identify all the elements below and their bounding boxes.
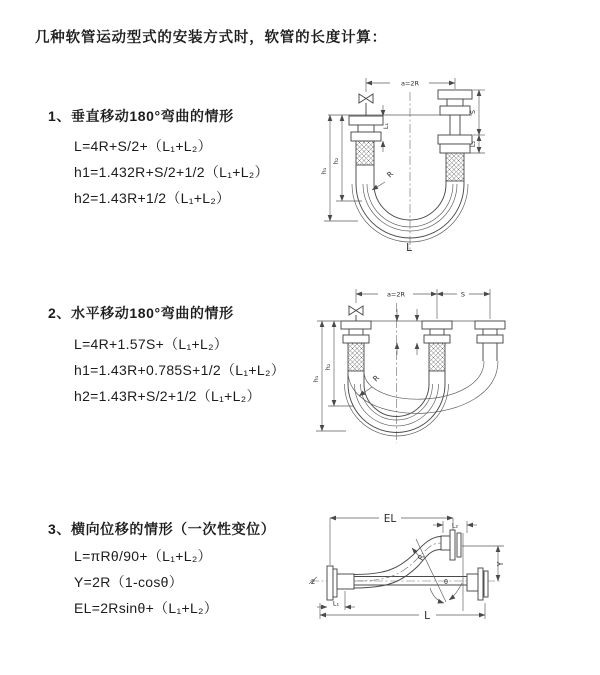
h-inner-label: h₂ xyxy=(324,363,332,371)
upper-flange xyxy=(441,530,461,560)
valve-icon xyxy=(349,306,363,321)
hose-u-position2 xyxy=(348,361,498,413)
section-2-formula-3: h2=1.43R+S/2+1/2（L₁+L₂） xyxy=(74,388,261,404)
fitting-left-label: L₁ xyxy=(332,599,340,608)
radius-callout xyxy=(372,169,395,190)
page-title: 几种软管运动型式的安装方式时，软管的长度计算： xyxy=(35,30,387,46)
fitting-length-marks xyxy=(397,309,417,355)
middle-fitting xyxy=(422,321,452,371)
dim-span-label: a=2R xyxy=(386,290,406,299)
angle-label: θ xyxy=(444,578,448,586)
left-fitting xyxy=(349,116,383,165)
section-2-formula-1: L=4R+1.57S+（L₁+L₂） xyxy=(74,336,229,352)
length-label: L xyxy=(406,242,412,254)
lower-flange xyxy=(467,568,488,600)
h-outer-label: h₁ xyxy=(312,375,320,383)
section-1-formula-3: h2=1.43R+1/2（L₁+L₂） xyxy=(74,190,231,206)
h-outer-label: h₁ xyxy=(320,167,328,175)
radius-label: R xyxy=(415,552,427,562)
axis-marker xyxy=(309,577,317,586)
fitting-top-label: L₂ xyxy=(451,521,459,530)
axis-marker-label: z xyxy=(311,577,315,586)
radius-label: R xyxy=(371,373,382,384)
fitting-right-label: L₂ xyxy=(469,140,477,148)
diagram-vertical-bend xyxy=(310,66,590,258)
valve-icon xyxy=(359,94,373,116)
section-3-formula-3: EL=2Rsinθ+（L₁+L₂） xyxy=(74,600,219,616)
extended-length-label: EL xyxy=(383,513,397,525)
section-1-heading: 1、垂直移动180°弯曲的情形 xyxy=(48,108,234,124)
section-1-formula-1: L=4R+S/2+（L₁+L₂） xyxy=(74,138,212,154)
left-fitting xyxy=(341,321,371,371)
dim-travel-label: S xyxy=(460,290,466,299)
diagram-lateral-displacement xyxy=(300,503,600,645)
radius-label: R xyxy=(385,169,396,180)
dim-h-outer xyxy=(320,115,358,221)
section-1-formula-2: h1=1.432R+S/2+1/2（L₁+L₂） xyxy=(74,164,269,180)
dim-extended-length xyxy=(330,513,453,565)
diagram-horizontal-bend xyxy=(312,281,600,449)
section-3-formula-2: Y=2R（1-cosθ） xyxy=(74,574,184,590)
dim-span xyxy=(356,289,490,319)
section-3-heading: 3、横向位移的情形（一次性变位） xyxy=(48,521,276,537)
hose-s-curve xyxy=(354,537,441,589)
dim-span-label: a=2R xyxy=(400,79,420,88)
dim-h-outer xyxy=(312,321,346,431)
length-label: L xyxy=(424,610,430,622)
left-flange xyxy=(327,566,354,600)
section-2-heading: 2、水平移动180°弯曲的情形 xyxy=(48,305,234,321)
section-3-formula-1: L=πRθ/90+（L₁+L₂） xyxy=(74,548,212,564)
offset-label: Y xyxy=(496,561,505,567)
h-inner-label: h₂ xyxy=(332,157,340,165)
right-fitting xyxy=(438,90,472,181)
right-fitting xyxy=(475,321,505,361)
dim-fitting-left xyxy=(382,105,390,152)
travel-label: S xyxy=(469,109,477,115)
fitting-left-label: L₁ xyxy=(382,122,390,130)
section-2-formula-2: h1=1.43R+0.785S+1/2（L₁+L₂） xyxy=(74,362,285,378)
